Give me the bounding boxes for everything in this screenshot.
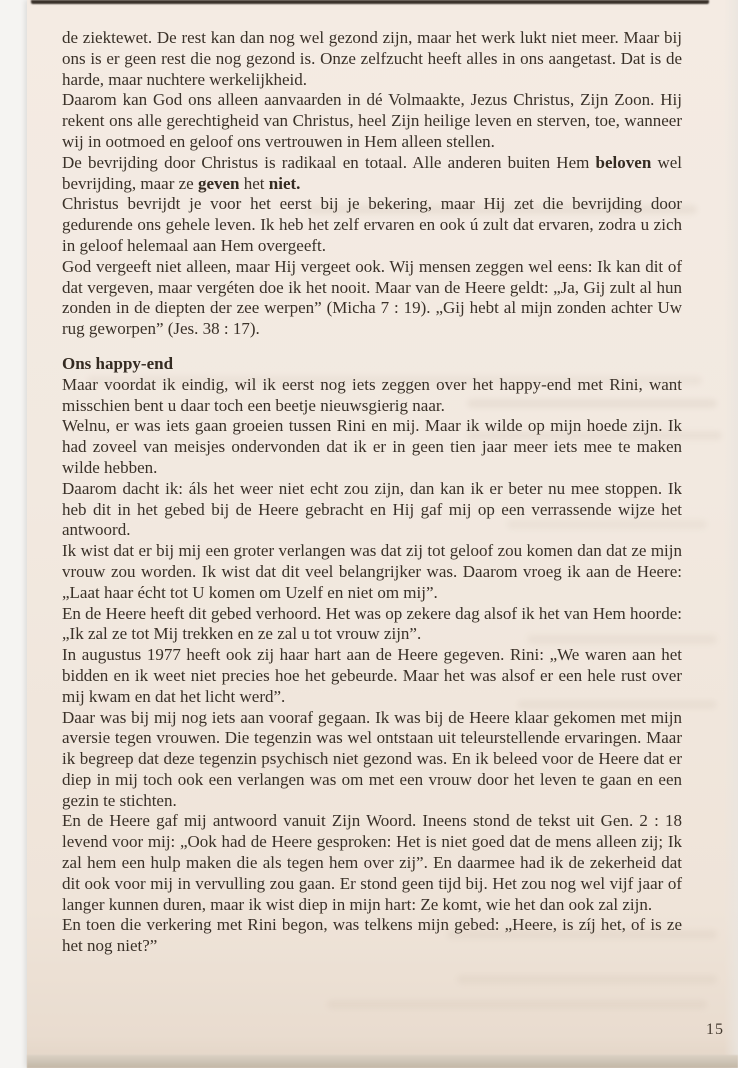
body-text: Christus bevrijdt je voor het eerst bij je bekering, maar Hij zet die bevrijding door gedurende ons gehele leven. Ik heb het zelf ervaren en ook ú zult dat ervaren, zodra u zich in geloof helemaal aan Hem overgeeft. <box>62 194 682 255</box>
paragraph <box>62 416 682 478</box>
paragraph <box>62 479 682 541</box>
paragraph <box>62 153 682 195</box>
book-page-scan <box>27 0 738 1068</box>
emphasized-text: geven <box>197 173 240 193</box>
body-text: God vergeeft niet alleen, maar Hij vergeet ook. Wij mensen zeggen wel eens: Ik kan dit of dat vergeven, maar vergéten doe ik het nooit. Maar van de Heere geldt: „Ja, Gij zult al hun zonden in de diepten der zee werpen” (Micha 7 : 19). „Gij hebt al mijn zonden achter Uw rug geworpen” (Jes. 38 : 17). <box>62 256 682 339</box>
paragraph <box>62 604 682 646</box>
scan-top-edge <box>31 0 709 4</box>
body-text: Ik wist dat er bij mij een groter verlangen was dat zij tot geloof zou komen dan dat ze mijn vrouw zou worden. Ik wist dat dit veel belangrijker was. Daarom vroeg ik aan de Heere: „Laat haar écht tot U komen om Uzelf en niet om mij”. <box>62 541 682 602</box>
paragraph <box>62 541 682 603</box>
body-text: Maar voordat ik eindig, wil ik eerst nog iets zeggen over het happy-end met Rini, want misschien bent u daar toch een beetje nieuwsgierig naar. <box>62 374 682 415</box>
scan-bottom-edge <box>27 1055 738 1068</box>
emphasized-text: beloven <box>595 152 652 172</box>
text-block <box>62 28 682 957</box>
body-text: wel bevrijding, maar ze <box>62 152 683 193</box>
body-text: En de Heere heeft dit gebed verhoord. Het was op zekere dag alsof ik het van Hem hoorde: „Ik zal ze tot Mij trekken en ze zal u tot vrouw zijn”. <box>62 603 682 644</box>
paragraph <box>62 257 682 340</box>
body-text: In augustus 1977 heeft ook zij haar hart aan de Heere gegeven. Rini: „We waren aan het bidden en ik weet niet precies hoe het gebeurde. Maar het was alsof er een hele rust over mij kwam en dat het licht werd”. <box>62 645 682 706</box>
paragraph <box>62 811 682 915</box>
body-text: Daar was bij mij nog iets aan vooraf gegaan. Ik was bij de Heere klaar gekomen met mijn aversie tegen vrouwen. Die tegenzin was wel ontstaan uit teleurstellende ervaringen. Maar ik begreep dat deze tegenzin psychisch niet gezond was. En ik beleed voor de Heere dat er diep in mij toch ook een verlangen was om met een vrouw door het leven te gaan en een gezin te stichten. <box>62 707 682 810</box>
paragraph <box>62 708 682 812</box>
section-heading <box>62 354 682 375</box>
paragraph <box>62 194 682 256</box>
body-text: de ziektewet. De rest kan dan nog wel gezond zijn, maar het werk lukt niet meer. Maar bij ons is er geen rest die nog gezond is. Onze zelfzucht heeft alles in ons aangetast. Dat is de harde, maar nuchtere werkelijkheid. <box>62 28 682 89</box>
body-text: Daarom kan God ons alleen aanvaarden in dé Volmaakte, Jezus Christus, Zijn Zoon. Hij rekent ons alle gerechtigheid van Christus, heel Zijn heilige leven en sterven, toe, wanneer wij in ootmoed en geloof ons vertrouwen in Hem alleen stellen. <box>62 90 682 151</box>
paragraph <box>62 375 682 417</box>
paragraph <box>62 915 682 957</box>
body-text: En toen die verkering met Rini begon, was telkens mijn gebed: „Heere, is zíj het, of is ze het nog niet?” <box>62 915 682 956</box>
paragraph <box>62 28 682 90</box>
paragraph <box>62 90 682 152</box>
body-text: het <box>239 173 269 193</box>
body-text: De bevrijding door Christus is radikaal en totaal. Alle anderen buiten Hem <box>62 152 596 172</box>
body-text: En de Heere gaf mij antwoord vanuit Zijn Woord. Ineens stond de tekst uit Gen. 2 : 18 levend voor mij: „Ook had de Heere gesproken: Het is niet goed dat de mens alleen zij; Ik zal hem een hulp maken die als tegen hem over zij”. En daarmee had ik de zekerheid dat dit ook voor mij in vervulling zou gaan. Er stond geen tijd bij. Het zou nog wel vijf jaar of langer kunnen duren, maar ik wist diep in mijn hart: Ze komt, wie het dan ook zal zijn. <box>62 811 682 914</box>
body-text: Welnu, er was iets gaan groeien tussen Rini en mij. Maar ik wilde op mijn hoede zijn. Ik had zoveel van meisjes ondervonden dat ik er in geen tien jaar meer iets mee te maken wilde hebben. <box>62 416 682 477</box>
emphasized-text: Ons happy-end <box>62 353 174 373</box>
scan-right-edge <box>724 0 738 1068</box>
paragraph <box>62 645 682 707</box>
emphasized-text: niet. <box>268 173 301 193</box>
body-text: Daarom dacht ik: áls het weer niet echt zou zijn, dan kan ik er beter nu mee stoppen. Ik heb dit in het gebed bij de Heere gebracht en Hij gaf mij op een verrassende wijze het antwoord. <box>62 478 682 540</box>
page-number: 15 <box>706 1021 724 1038</box>
